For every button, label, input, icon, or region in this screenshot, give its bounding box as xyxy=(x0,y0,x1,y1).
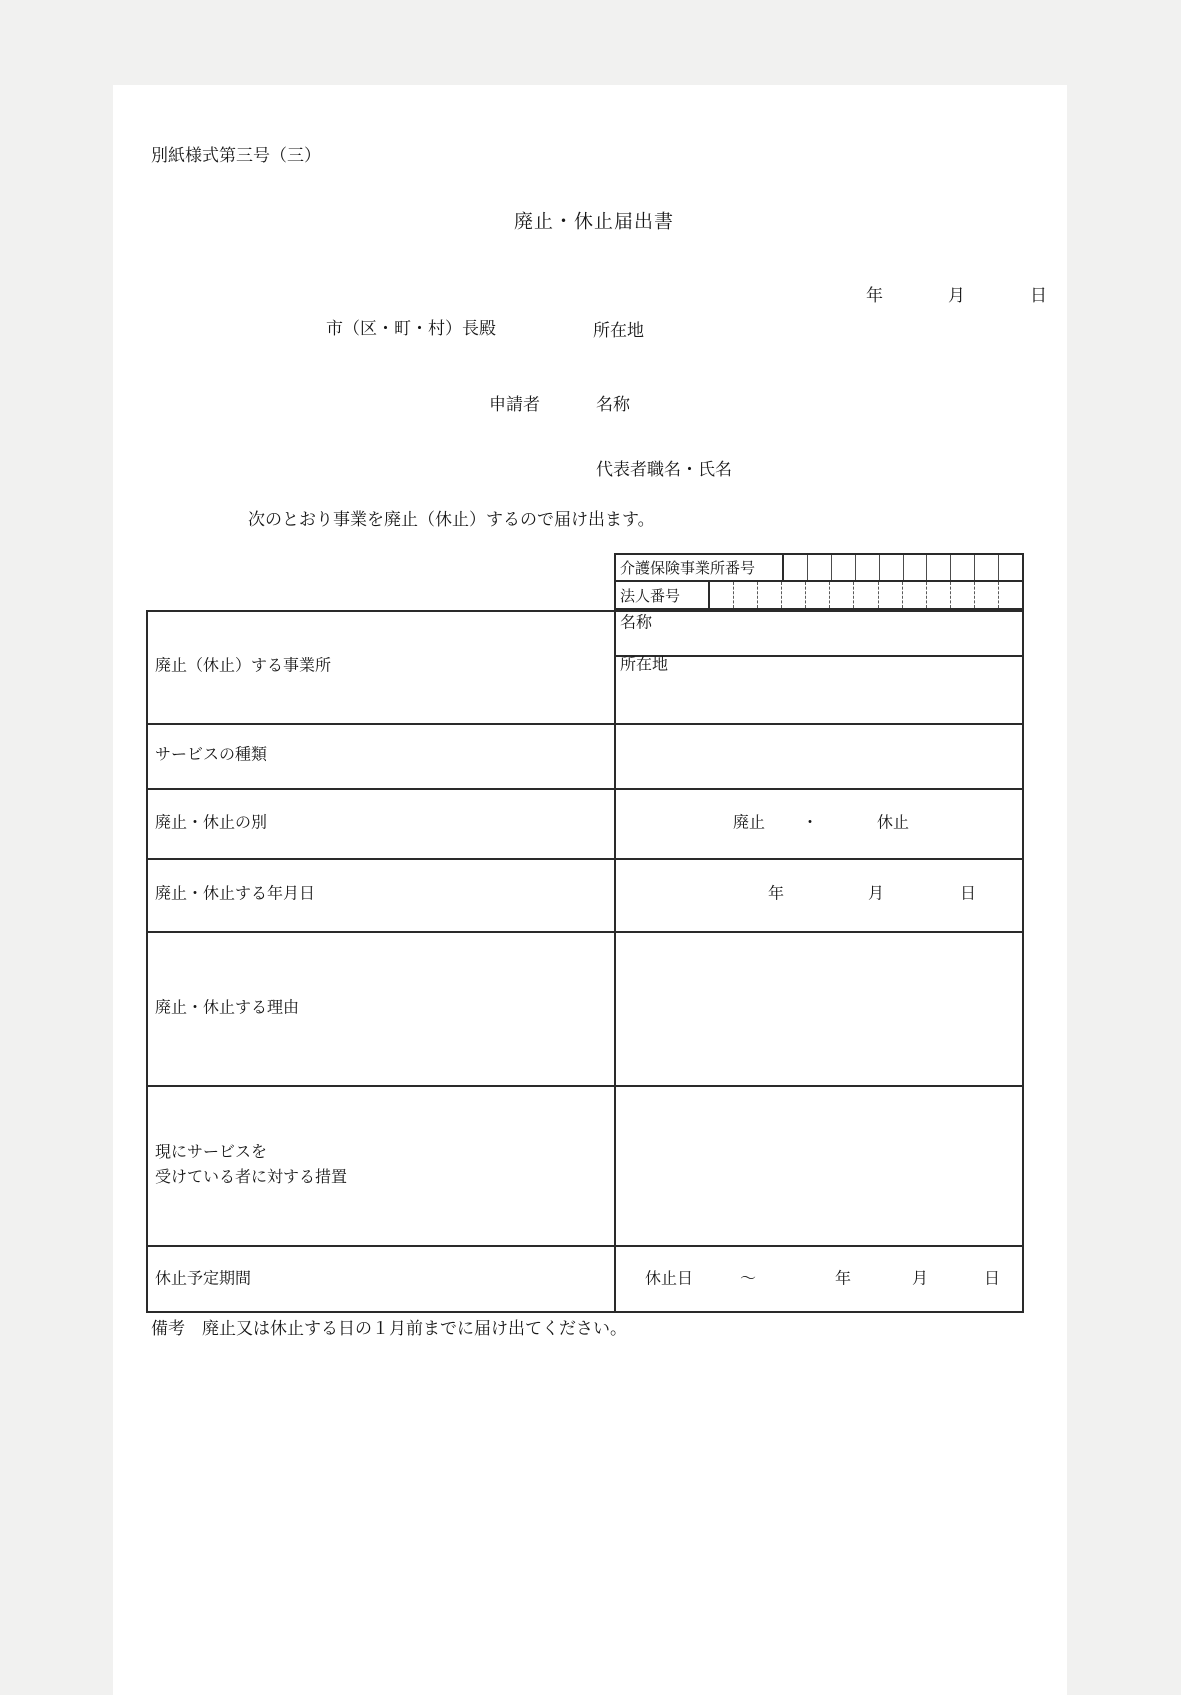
suspension-start-label: 休止日 xyxy=(645,1270,694,1288)
scan-margin-right xyxy=(1067,0,1181,1695)
abolition-or-suspension-label: 廃止・休止の別 xyxy=(155,814,268,832)
row-line-6 xyxy=(148,1245,1022,1247)
office-row-label: 廃止（休止）する事業所 xyxy=(155,657,332,675)
declaration-text: 次のとおり事業を廃止（休止）するので届け出ます。 xyxy=(248,509,655,529)
digit-box xyxy=(829,582,853,608)
abolition-day-label: 日 xyxy=(960,885,977,903)
digit-box xyxy=(733,582,757,608)
column-divider xyxy=(614,612,616,1311)
insurance-number-row xyxy=(616,555,1022,582)
digit-box xyxy=(926,555,950,580)
digit-box xyxy=(784,555,807,580)
suspension-year-label: 年 xyxy=(835,1270,852,1288)
office-address-label: 所在地 xyxy=(620,656,669,674)
reason-label: 廃止・休止する理由 xyxy=(155,999,300,1017)
suspension-day-label: 日 xyxy=(984,1270,1001,1288)
corporate-number-boxes xyxy=(710,582,1022,608)
scan-margin-top xyxy=(0,0,1181,85)
applicant-address-label: 所在地 xyxy=(593,320,644,340)
digit-box xyxy=(998,582,1022,608)
digit-box xyxy=(998,555,1022,580)
row-line-4 xyxy=(148,931,1022,933)
digit-box xyxy=(855,555,879,580)
main-table xyxy=(146,610,1024,1313)
option-separator: ・ xyxy=(802,814,819,832)
page-title: 廃止・休止届出書 xyxy=(514,211,675,233)
abolition-month-label: 月 xyxy=(868,885,885,903)
digit-box xyxy=(757,582,781,608)
digit-box xyxy=(879,555,903,580)
date-day-label: 日 xyxy=(1030,285,1047,305)
corporate-number-label: 法人番号 xyxy=(616,582,710,608)
corporate-number-row xyxy=(616,582,1022,608)
digit-box xyxy=(781,582,805,608)
addressee: 市（区・町・村）長殿 xyxy=(326,318,496,338)
digit-box xyxy=(853,582,877,608)
scan-margin-left xyxy=(0,0,113,1695)
suspension-month-label: 月 xyxy=(912,1270,929,1288)
suspension-option: 休止 xyxy=(877,814,910,832)
form-number: 別紙様式第三号（三） xyxy=(151,145,321,165)
service-type-label: サービスの種類 xyxy=(155,746,268,764)
abolition-year-label: 年 xyxy=(768,885,785,903)
digit-box xyxy=(950,555,974,580)
digit-box xyxy=(926,582,950,608)
row-line-3 xyxy=(148,858,1022,860)
suspension-period-label: 休止予定期間 xyxy=(155,1270,252,1288)
digit-box xyxy=(807,555,831,580)
applicant-label: 申請者 xyxy=(489,394,540,414)
abolition-date-label: 廃止・休止する年月日 xyxy=(155,885,316,903)
measures-label-line1: 現にサービスを xyxy=(155,1144,268,1161)
remarks-note: 備考 廃止又は休止する日の１月前までに届け出てください。 xyxy=(151,1318,627,1338)
digit-box xyxy=(974,555,998,580)
digit-box xyxy=(878,582,902,608)
digit-box xyxy=(805,582,829,608)
digit-box xyxy=(902,582,926,608)
date-year-label: 年 xyxy=(866,285,883,305)
applicant-name-label: 名称 xyxy=(596,394,630,414)
row-line-1 xyxy=(148,723,1022,725)
office-name-label: 名称 xyxy=(620,614,653,632)
row-line-2 xyxy=(148,788,1022,790)
date-month-label: 月 xyxy=(948,285,965,305)
digit-box xyxy=(831,555,855,580)
digit-box xyxy=(950,582,974,608)
name-address-divider xyxy=(614,655,1022,657)
insurance-number-boxes xyxy=(784,555,1022,580)
measures-label-line2: 受けている者に対する措置 xyxy=(155,1169,348,1186)
digit-box xyxy=(903,555,927,580)
abolition-option: 廃止 xyxy=(733,814,766,832)
measures-label xyxy=(155,1140,347,1190)
representative-label: 代表者職名・氏名 xyxy=(596,459,732,479)
digit-box xyxy=(710,582,733,608)
suspension-tilde: ～ xyxy=(740,1270,757,1288)
insurance-number-label: 介護保険事業所番号 xyxy=(616,555,784,580)
digit-box xyxy=(974,582,998,608)
office-number-table xyxy=(614,553,1024,610)
row-line-5 xyxy=(148,1085,1022,1087)
